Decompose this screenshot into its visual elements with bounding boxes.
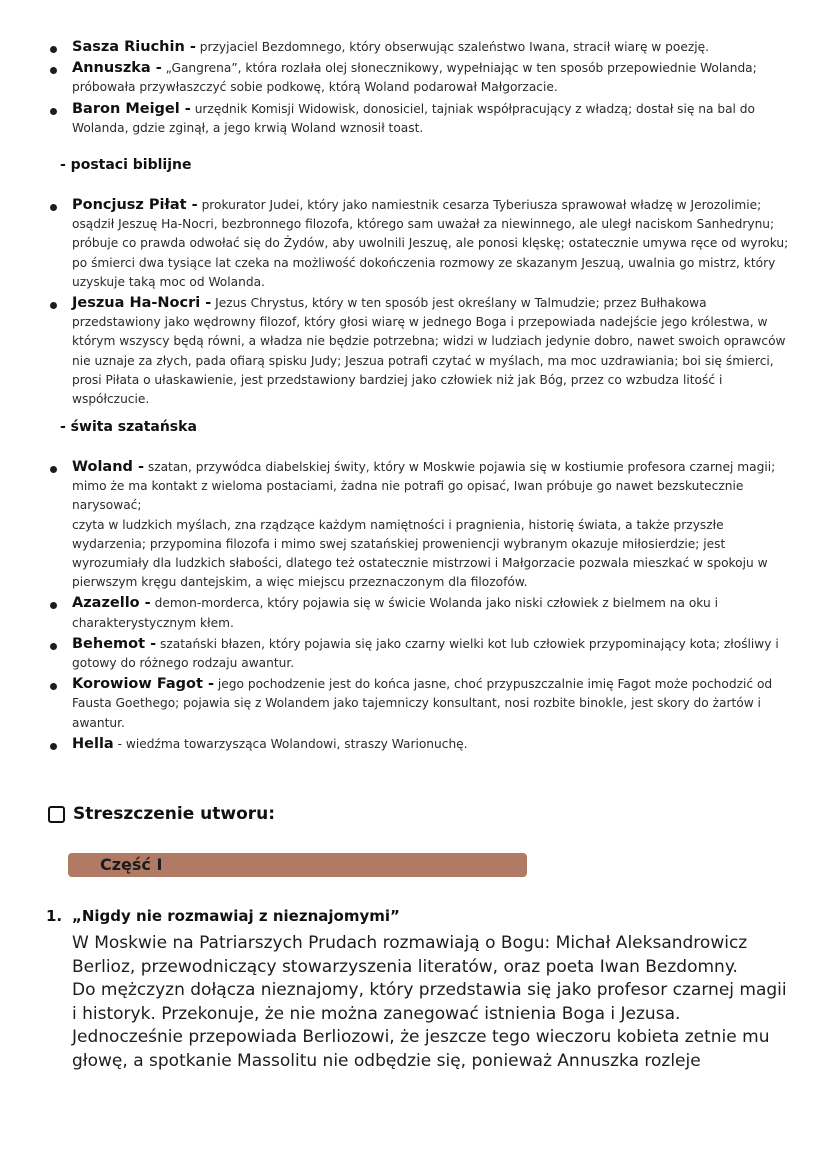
chapter-title: „Nigdy nie rozmawiaj z nieznajomymi” [72, 907, 400, 925]
list-item [0, 735, 828, 754]
character-name: Azazello - [72, 595, 151, 612]
character-name: Baron Meigel - [72, 100, 191, 117]
summary-heading-label: Streszczenie utworu: [73, 804, 276, 824]
bullet-icon [50, 743, 57, 750]
list-item [0, 458, 828, 592]
bullet-icon [50, 602, 57, 609]
list-item [0, 59, 828, 97]
list-item [0, 675, 828, 733]
character-name: Jeszua Ha-Nocri - [72, 295, 212, 312]
character-desc: przyjaciel Bezdomnego, który obserwując szaleństwo Iwana, stracił wiarę w poezję. [199, 40, 710, 54]
checkbox-icon[interactable] [48, 806, 65, 823]
character-name: Annuszka - [72, 60, 162, 77]
bullet-icon [50, 643, 57, 650]
character-desc-continued: czyta w ludzkich myślach, zna rządzące każdym namiętności i pragnienia, historię świata, a także przyszłe wydarzenia; przypomina filozofa i mimo swej szatańskiej proweniencji wybranym okazuje miłosierdzie; jest wyrozumiały dla ludzkich słabości, dlatego też ostatecznie mistrzowi i Małgorzacie pozwala mieszkać w spokoju w pierwszym kręgu dantejskim, a więc miejscu przeznaczonym dla filozofów. [72, 517, 768, 590]
part-banner [68, 853, 527, 877]
chapter-paragraph: Do mężczyzn dołącza nieznajomy, który przedstawia się jako profesor czarnej magii i historyk. Przekonuje, że nie można zanegować istnienia Boga i Jezusa. Jednocześnie przepowiada Berliozowi, że jeszcze tego wieczoru kobieta zetnie mu głowę, a spotkanie Massolitu nie odbędzie się, ponieważ Annuszka rozleje [72, 980, 787, 1071]
character-desc: prokurator Judei, który jako namiestnik cesarza Tyberiusza sprawował władzę w Jerozolimie; osądził Jeszuę Ha-Nocri, bezbronnego filozofa, którego sam uważał za niewinnego, ale uległ naciskom Sanhedrynu; próbuje co prawda odwołać się do Żydów, aby uwolnili Jeszuę, ale ponosi klęskę; ostatecznie umywa ręce od wyroku; po śmierci dwa tysiące lat czeka na możliwość dokończenia rozmowy ze skazanym Jeszuą, uwalnia go mistrz, który uzyskuje taką moc od Wolanda. [72, 198, 789, 289]
chapter-number: 1. [46, 907, 63, 925]
bullet-icon [50, 466, 57, 473]
character-desc: szatański błazen, który pojawia się jako czarny wielki kot lub człowiek przypominający kota; złośliwy i gotowy do różnego rodzaju awantur. [72, 636, 779, 671]
character-name: Poncjusz Piłat - [72, 197, 198, 213]
bullet-icon [50, 67, 57, 74]
character-name: Behemot - [72, 635, 157, 652]
bullet-icon [50, 108, 57, 115]
summary-heading [48, 804, 275, 824]
character-list-top [0, 38, 828, 138]
character-name: Sasza Riuchin - [72, 39, 196, 55]
subheading-biblical: - postaci biblijne [60, 157, 192, 173]
list-item [0, 294, 828, 409]
chapter-body [72, 932, 792, 1073]
chapter-paragraph: W Moskwie na Patriarszych Prudach rozmawiają o Bogu: Michał Aleksandrowicz Berlioz, przewodniczący stowarzyszenia literatów, oraz poeta Iwan Bezdomny. [72, 933, 748, 977]
list-item [0, 594, 828, 632]
character-desc: jego pochodzenie jest do końca jasne, choć przypuszczalnie imię Fagot może pochodzić od Fausta Goethego; pojawia się z Wolandem jako tajemniczy konsultant, nosi rozbite binokle, jest skory do żartów i awantur. [72, 677, 773, 730]
character-desc: Jezus Chrystus, który w ten sposób jest określany w Talmudzie; przez Bułhakowa przedstawiony jako wędrowny filozof, który głosi wiarę w jednego Boga i przepowiada nadejście jego królestwa, w którym wszyscy będą równi, a władza nie będzie potrzebna; widzi w ludziach jedynie dobro, nawet swoich oprawców nie uznaje za złych, pada ofiarą spisku Judy; Jeszua potrafi czytać w myślach, ma moc uzdrawiania; boi się śmierci, prosi Piłata o ułaskawienie, jest przedstawiony bardziej jako człowiek niż jak Bóg, przez co wzbudza litość i współczucie. [72, 296, 786, 407]
bullet-icon [50, 683, 57, 690]
character-desc: - wiedźma towarzysząca Wolandowi, straszy Warionuchę. [117, 736, 468, 751]
character-desc: demon-morderca, który pojawia się w świcie Wolanda jako niski człowiek z bielmem na oku i charakterystycznym kłem. [72, 596, 718, 630]
list-item [0, 38, 828, 57]
character-desc: szatan, przywódca diabelskiej świty, który w Moskwie pojawia się w kostiumie profesora czarnej magii; mimo że ma kontakt z wieloma postaciami, żadna nie potrafi go opisać, Iwan próbuje go nawet bezskutecznie narysować; [72, 460, 776, 513]
bullet-icon [50, 46, 57, 53]
character-name: Korowiow Fagot - [72, 676, 215, 693]
character-name: Woland - [72, 459, 144, 475]
bullet-icon [50, 302, 57, 309]
subheading-satanic: - świta szatańska [60, 419, 197, 435]
character-desc: urzędnik Komisji Widowisk, donosiciel, tajniak współpracujący z władzą; dostał się na bal do Wolanda, gdzie zginął, a jego krwią Woland wznosił toast. [72, 101, 756, 135]
part-label: Część I [100, 855, 163, 874]
character-desc: „Gangrena”, która rozlała olej słonecznikowy, wypełniając w ten sposób przepowiednie Wolanda; próbowała przywłaszczyć sobie podkowę, którą Woland podarował Małgorzacie. [72, 61, 757, 95]
list-item [0, 635, 828, 673]
character-list-satanic [0, 458, 828, 754]
bullet-icon [50, 204, 57, 211]
character-list-biblical [0, 196, 828, 409]
list-item [0, 100, 828, 138]
character-name: Hella [72, 735, 114, 752]
list-item [0, 196, 828, 292]
